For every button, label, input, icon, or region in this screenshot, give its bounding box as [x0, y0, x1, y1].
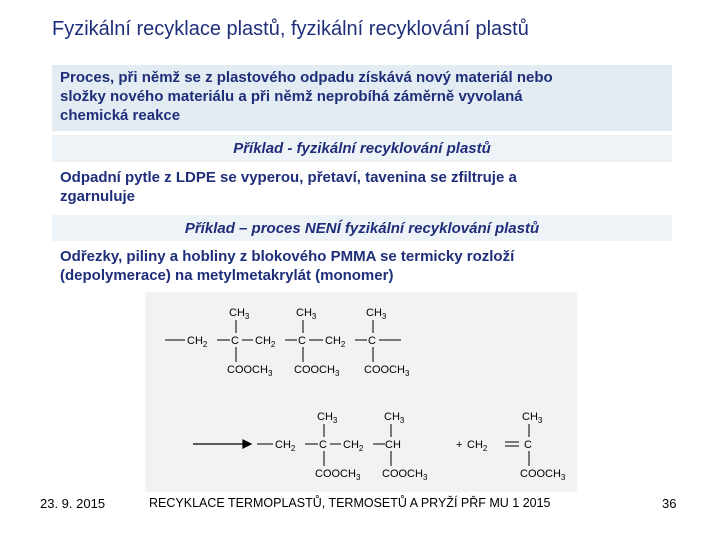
label-plus: +: [456, 439, 463, 451]
label-ch2-3: $CH_2$: [325, 335, 346, 349]
example-1-line-1: Odpadní pytle z LDPE se vyperou, přetaví, tavenina se zfiltruje a: [60, 169, 517, 186]
label-ch-1: CH: [385, 439, 401, 451]
label-c-2: C: [298, 335, 306, 347]
example-1-line-2: zgarnuluje: [60, 188, 136, 205]
label-cooch3-4: $COOCH_3$: [315, 468, 361, 482]
example-2-heading: Příklad – proces NENÍ fyzikální recyklování plastů: [52, 215, 672, 241]
label-cooch3-3: $COOCH_3$: [364, 364, 410, 378]
label-ch2-6: $CH_2$: [467, 439, 488, 453]
label-ch3-5: $CH_3$: [384, 411, 405, 425]
label-ch2-1: $CH_2$: [187, 335, 208, 349]
reaction-scheme: [145, 292, 577, 492]
slide-title: Fyzikální recyklace plastů, fyzikální recyklování plastů: [52, 18, 529, 40]
footer-date: 23. 9. 2015: [40, 496, 106, 511]
definition-line-3: chemická reakce: [60, 107, 181, 124]
label-cooch3-1: $COOCH_3$: [227, 364, 273, 378]
label-c-3: C: [368, 335, 376, 347]
example-1-box: [52, 165, 672, 212]
label-ch2-5: $CH_2$: [343, 439, 364, 453]
definition-line-1: Proces, při němž se z plastového odpadu získává nový materiál nebo: [60, 69, 553, 86]
footer-course: RECYKLACE TERMOPLASTŮ, TERMOSETŮ A PRYŽÍ PŘF MU 1 2015: [149, 496, 551, 510]
label-ch3-1: $CH_3$: [229, 307, 250, 321]
label-c-5: C: [524, 439, 532, 451]
footer-page-number: 36: [662, 496, 677, 511]
depolymerization-diagram: [145, 292, 577, 492]
definition-line-2: složky nového materiálu a při němž neprobíhá záměrně vyvolaná: [60, 88, 523, 105]
example-1-heading: Příklad - fyzikální recyklování plastů: [52, 135, 672, 162]
example-2-line-1: Odřezky, piliny a hobliny z blokového PMMA se termicky rozloží: [60, 248, 515, 265]
example-2-line-2: (depolymerace) na metylmetakrylát (monomer): [60, 267, 394, 284]
label-cooch3-6: $COOCH_3$: [520, 468, 566, 482]
label-ch2-2: $CH_2$: [255, 335, 276, 349]
label-c-1: C: [231, 335, 239, 347]
label-cooch3-2: $COOCH_3$: [294, 364, 340, 378]
product-labels: [275, 411, 566, 482]
label-cooch3-5: $COOCH_3$: [382, 468, 428, 482]
definition-box: [52, 65, 672, 131]
label-ch2-4: $CH_2$: [275, 439, 296, 453]
label-c-4: C: [319, 439, 327, 451]
label-ch3-6: $CH_3$: [522, 411, 543, 425]
example-2-box: [52, 244, 672, 291]
label-ch3-3: $CH_3$: [366, 307, 387, 321]
label-ch3-2: $CH_3$: [296, 307, 317, 321]
reaction-arrow: [193, 440, 251, 448]
label-ch3-4: $CH_3$: [317, 411, 338, 425]
polymer-labels: [187, 307, 410, 378]
